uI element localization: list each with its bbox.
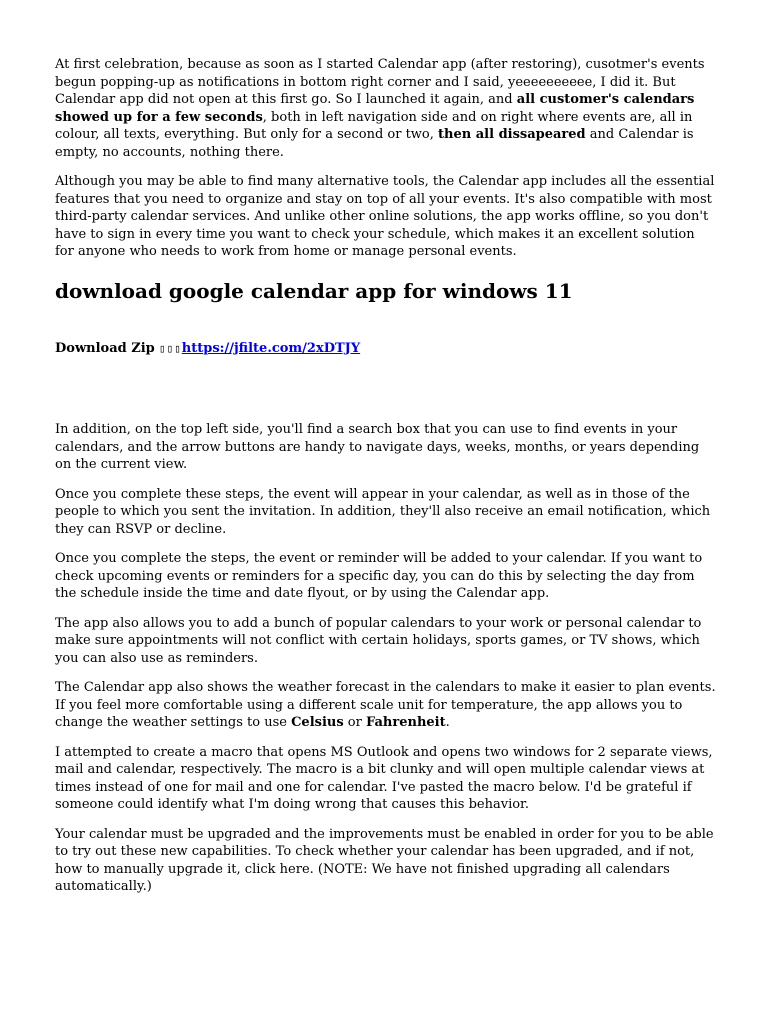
bold-text-celsius: Celsius: [291, 715, 344, 730]
paragraph-weather: [55, 679, 717, 732]
download-label: Download Zip: [55, 340, 155, 356]
article-body: [55, 421, 717, 896]
bold-text: all customer's calendars showed up for a few seconds: [55, 92, 695, 125]
paragraph-alternative-tools: Although you may be able to find many alternative tools, the Calendar app includes all the essential features that you need to organize and stay on top of all your events. It's also compatible with most third-party calendar services. And unlike other online solutions, the app works offline, so you don't have to sign in every time you want to check your schedule, which makes it an excellent solution for anyone who needs to work from home or manage personal events.: [55, 174, 715, 259]
paragraph-upgrade: Your calendar must be upgraded and the improvements must be enabled in order for you to be able to try out these new capabilities. To check whether your calendar has been upgraded, and if not, how to manually upgrade it, click here. (NOTE: We have not finished upgrading all calendars automatically.): [55, 826, 714, 894]
paragraph-text: At first celebration, because as soon as I started Calendar app (after restoring), cusotmer's events begun popping-up as notifications in bottom right corner and I said, yeeeeeeeeee, I did it. But Calendar app did not open at this first go. So I launched it again, and: [55, 57, 705, 107]
paragraph-popular-calendars: The app also allows you to add a bunch of popular calendars to your work or personal calendar to make sure appointments will not conflict with certain holidays, sports games, or TV shows, which you can also use as reminders.: [55, 615, 702, 666]
arrow-glyphs-icon: ▯▯▯: [158, 341, 182, 355]
bold-text: then all dissapeared: [438, 127, 586, 142]
download-link[interactable]: https://jfilte.com/2xDTJY: [181, 340, 361, 356]
document-page: [55, 56, 717, 908]
paragraph-text: and Calendar is empty, no accounts, nothing there.: [55, 127, 694, 160]
paragraph-event-reminder: Once you complete the steps, the event or reminder will be added to your calendar. If you want to check upcoming events or reminders for a specific day, you can do this by selecting the day from the schedule inside the time and date flyout, or by using the Calendar app.: [55, 551, 703, 601]
paragraph-search-box: In addition, on the top left side, you'll find a search box that you can use to find events in your calendars, and the arrow buttons are handy to navigate days, weeks, months, or years depending on the current view.: [55, 422, 700, 472]
paragraph-text: .: [445, 715, 450, 730]
paragraph-text: or: [343, 715, 366, 730]
paragraph-text: , both in left navigation side and on right where events are, all in colour, all texts, everything. But only for a second or two,: [55, 109, 693, 142]
page-heading: download google calendar app for windows 11: [55, 278, 573, 303]
paragraph-text: The Calendar app also shows the weather forecast in the calendars to make it easier to plan events. If you feel more comfortable using a different scale unit for temperature, the app allows you to change the weather settings to use: [55, 680, 716, 730]
paragraph-celebration: [55, 56, 717, 161]
paragraph-event-appear: Once you complete these steps, the event will appear in your calendar, as well as in those of the people to which you sent the invitation. In addition, they'll also receive an email notification, which they can RSVP or decline.: [55, 486, 711, 537]
paragraph-macro: I attempted to create a macro that opens MS Outlook and opens two windows for 2 separate views, mail and calendar, respectively. The macro is a bit clunky and will open multiple calendar views at times instead of one for mail and one for calendar. I've pasted the macro below. I'd be grateful if someone could identify what I'm doing wrong that causes this behavior.: [55, 744, 713, 812]
bold-text-fahrenheit: Fahrenheit: [365, 715, 446, 730]
download-line: [55, 340, 717, 358]
